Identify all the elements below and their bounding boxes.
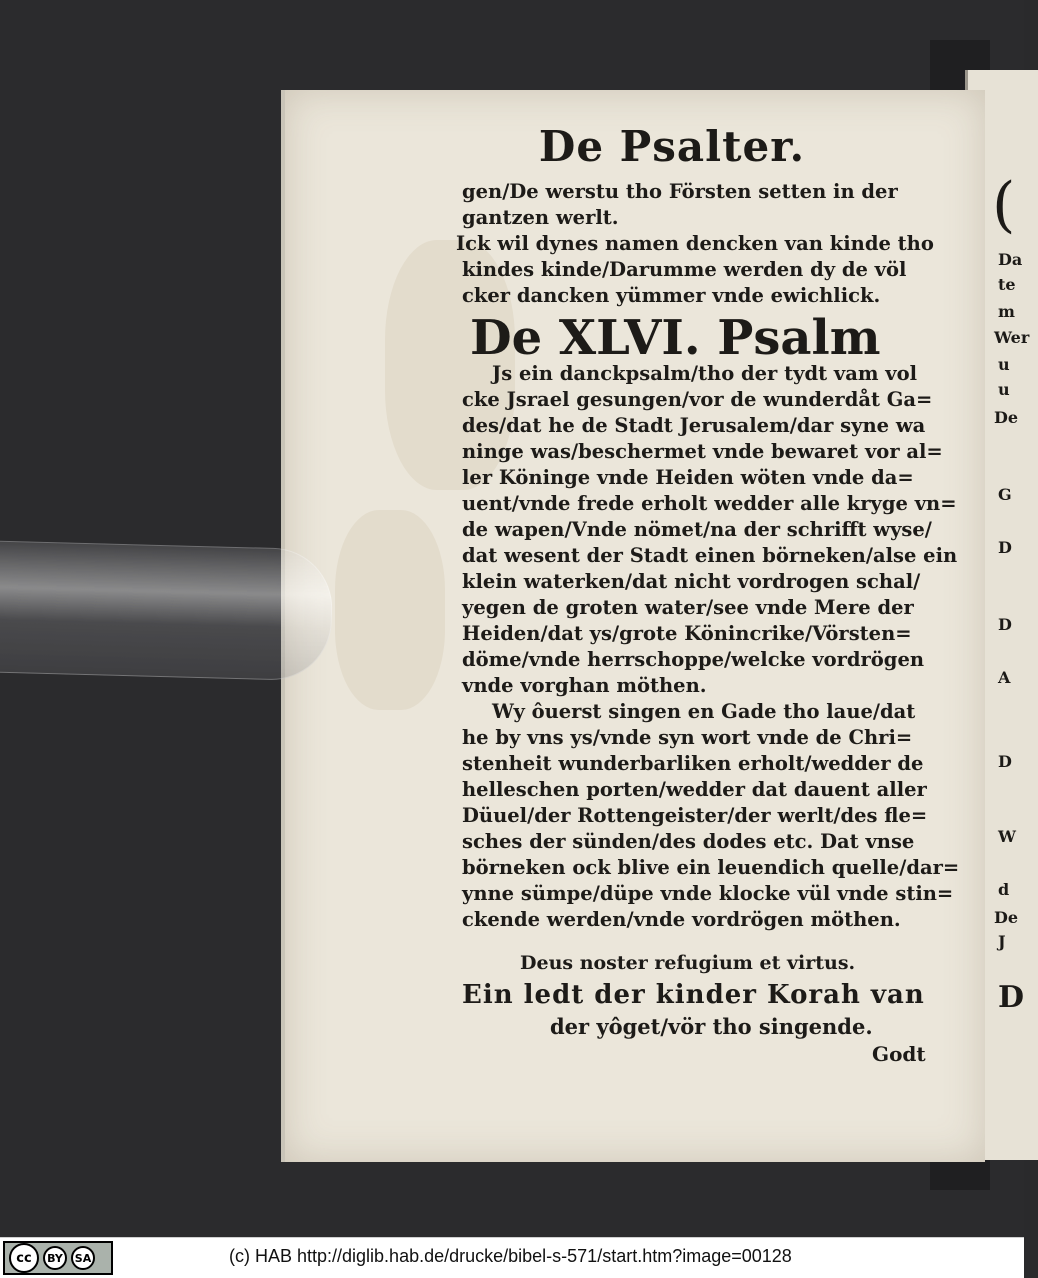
summary-line: Js ein danckpsalm/tho der tydt vam vol [492, 362, 918, 385]
cc-icon: cc [9, 1243, 39, 1273]
summary-line: döme/vnde herrschoppe/welcke vordrögen [462, 648, 925, 671]
facing-fragment: D [998, 752, 1012, 771]
facing-fragment: Wer [994, 328, 1030, 347]
summary-line: ckende werden/vnde vordrögen möthen. [462, 908, 901, 931]
text-line: kindes kinde/Darumme werden dy de völ [462, 258, 907, 281]
summary-line: vnde vorghan möthen. [462, 674, 707, 697]
facing-fragment: D [998, 980, 1025, 1015]
summary-line: uent/vnde frede erholt wedder alle kryge vn= [462, 492, 957, 515]
summary-line: ler Köninge vnde Heiden wöten vnde da= [462, 466, 914, 489]
facing-fragment: D [998, 538, 1012, 557]
cc-license-badge[interactable] [3, 1241, 113, 1275]
psalm-title-line: der yôget/vör tho singende. [550, 1014, 873, 1039]
page-stain [335, 510, 445, 710]
facing-fragment: D [998, 615, 1012, 634]
copyright-caption: (c) HAB http://diglib.hab.de/drucke/bibel-s-571/start.htm?image=00128 [229, 1246, 792, 1266]
summary-line: ninge was/beschermet vnde bewaret vor al= [462, 440, 943, 463]
facing-fragment: A [998, 668, 1011, 687]
facing-fragment: G [998, 485, 1012, 504]
facing-page-initial: ( [992, 170, 1016, 240]
by-attribution-icon: BY [43, 1246, 67, 1270]
facing-fragment: te [998, 275, 1016, 294]
summary-line: yegen de groten water/see vnde Mere der [462, 596, 914, 619]
facing-fragment: d [998, 880, 1010, 899]
facing-fragment: De [994, 408, 1019, 427]
summary-line: Düuel/der Rottengeister/der werlt/des fle= [462, 804, 928, 827]
summary-line: de wapen/Vnde nömet/na der schrifft wyse/ [462, 518, 932, 541]
summary-line: helleschen porten/wedder dat dauent aller [462, 778, 927, 801]
facing-fragment: m [998, 302, 1015, 321]
summary-line: cke Jsrael gesungen/vor de wunderdåt Ga= [462, 388, 933, 411]
facing-fragment: u [998, 355, 1010, 374]
summary-line: sches der sünden/des dodes etc. Dat vnse [462, 830, 915, 853]
catchword: Godt [872, 1042, 926, 1066]
share-alike-icon: SA [71, 1246, 95, 1270]
text-line: gen/De werstu tho Försten setten in der [462, 180, 898, 203]
summary-line: Heiden/dat ys/grote Könincrike/Vörsten= [462, 622, 912, 645]
summary-line: des/dat he de Stadt Jerusalem/dar syne wa [462, 414, 926, 437]
facing-fragment: J [998, 932, 1006, 951]
summary-line: he by vns ys/vnde syn wort vnde de Chri= [462, 726, 913, 749]
summary-line: ynne sümpe/düpe vnde klocke vül vnde stin= [462, 882, 954, 905]
text-line: cker dancken yümmer vnde ewichlick. [462, 284, 881, 307]
facing-fragment: Da [998, 250, 1023, 269]
book-page [281, 90, 985, 1162]
psalm-heading: De XLVI. Psalm [470, 310, 881, 366]
latin-incipit: Deus noster refugium et virtus. [520, 952, 856, 974]
facing-fragment: W [998, 827, 1016, 846]
summary-line: stenheit wunderbarliken erholt/wedder de [462, 752, 924, 775]
psalm-title-line: Ein ledt der kinder Korah van [462, 980, 925, 1010]
running-head: De Psalter. [538, 122, 806, 171]
text-line: gantzen werlt. [462, 206, 619, 229]
summary-line: klein waterken/dat nicht vordrogen schal/ [462, 570, 921, 593]
text-line: Ick wil dynes namen dencken van kinde tho [456, 232, 934, 255]
footer-bar [0, 1237, 1024, 1278]
glass-page-holder [0, 541, 334, 682]
summary-line: dat wesent der Stadt einen börneken/alse ein [462, 544, 958, 567]
summary-line: börneken ock blive ein leuendich quelle/dar= [462, 856, 960, 879]
facing-fragment: u [998, 380, 1010, 399]
summary-line: Wy ôuerst singen en Gade tho laue/dat [492, 700, 916, 723]
facing-fragment: De [994, 908, 1019, 927]
